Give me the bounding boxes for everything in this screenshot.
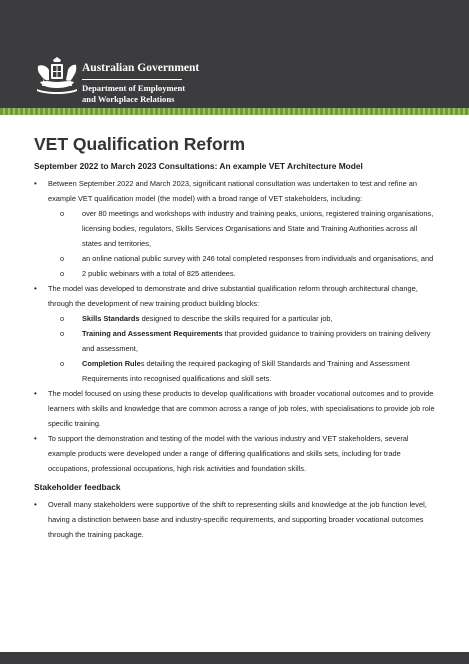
list-item <box>34 281 438 386</box>
consultation-bullet-list <box>34 176 438 476</box>
government-branding <box>82 61 199 104</box>
department-name-line-1: Department of Employment <box>82 83 186 93</box>
term-description: s detailing the required packaging of Skill Standards and Training and Assessment Requirements into recognised qualifications and skill sets. <box>82 359 410 383</box>
bullet-text: The model focused on using these products to develop qualifications with broader vocational outcomes and to provide learners with skills and knowledge that are common across a range of job roles, with specialisations to provide job role specific training. <box>48 389 435 428</box>
document-body <box>34 134 438 542</box>
government-title: Australian Government <box>82 62 200 74</box>
document-title: VET Qualification Reform <box>34 134 245 154</box>
sub-bullet-list <box>48 206 438 281</box>
sub-list-item <box>60 326 438 356</box>
list-item <box>34 176 438 281</box>
bullet-text: The model was developed to demonstrate and drive substantial qualification reform through architectural change, through the development of new training product building blocks: <box>48 284 418 308</box>
header-accent-bar <box>0 108 469 115</box>
bold-term: Skills Standards <box>82 314 140 323</box>
list-item <box>34 431 438 476</box>
sub-list-item: o 2 public webinars with a total of 825 attendees. <box>60 266 438 281</box>
document-subtitle: September 2022 to March 2023 Consultations: An example VET Architecture Model <box>34 161 363 171</box>
list-item: • Overall many stakeholders were supportive of the shift to representing skills and knowledge at the job function level, having a distinction between base and industry-specific requirements, and supporting broader vocational outcomes through the training package. <box>34 497 438 542</box>
page-footer <box>0 652 469 664</box>
term-description: designed to describe the skills required for a particular job, <box>139 314 333 323</box>
feedback-bullet-list <box>34 497 438 542</box>
sub-list-item: o over 80 meetings and workshops with industry and training peaks, unions, registered training organisations, licensing bodies, regulators, Skills Services Organisations and State and Training Authorities across all states and territories, <box>60 206 438 251</box>
department-name-line-2: and Workplace Relations <box>82 93 175 104</box>
branding-divider <box>82 79 182 80</box>
building-blocks-list <box>48 311 438 386</box>
term-description: that provided guidance to training providers on training delivery and assessment, <box>82 329 431 353</box>
list-item <box>34 386 438 431</box>
stakeholder-feedback-heading: Stakeholder feedback <box>34 482 121 492</box>
sub-list-item <box>60 311 438 326</box>
bullet-text: To support the demonstration and testing of the model with the various industry and VET stakeholders, several example products were developed under a range of differing qualifications and skills sets, including for trade occupations, professional occupations, high risk activities and foundation skills. <box>48 434 409 473</box>
sub-list-item: o an online national public survey with 246 total completed responses from individuals and organisations, and <box>60 251 438 266</box>
bold-term: and Assessment Requirements <box>112 329 223 338</box>
bold-term: Completion Rule <box>82 359 141 368</box>
bold-term-prefix: Training <box>82 329 113 338</box>
bullet-text: Between September 2022 and March 2023, significant national consultation was undertaken to test and refine an example VET qualification model (the model) with a broad range of VET stakeholders, including: <box>48 179 417 203</box>
australian-coat-of-arms-icon <box>34 56 80 96</box>
sub-list-item <box>60 356 438 386</box>
page-header <box>0 0 469 108</box>
